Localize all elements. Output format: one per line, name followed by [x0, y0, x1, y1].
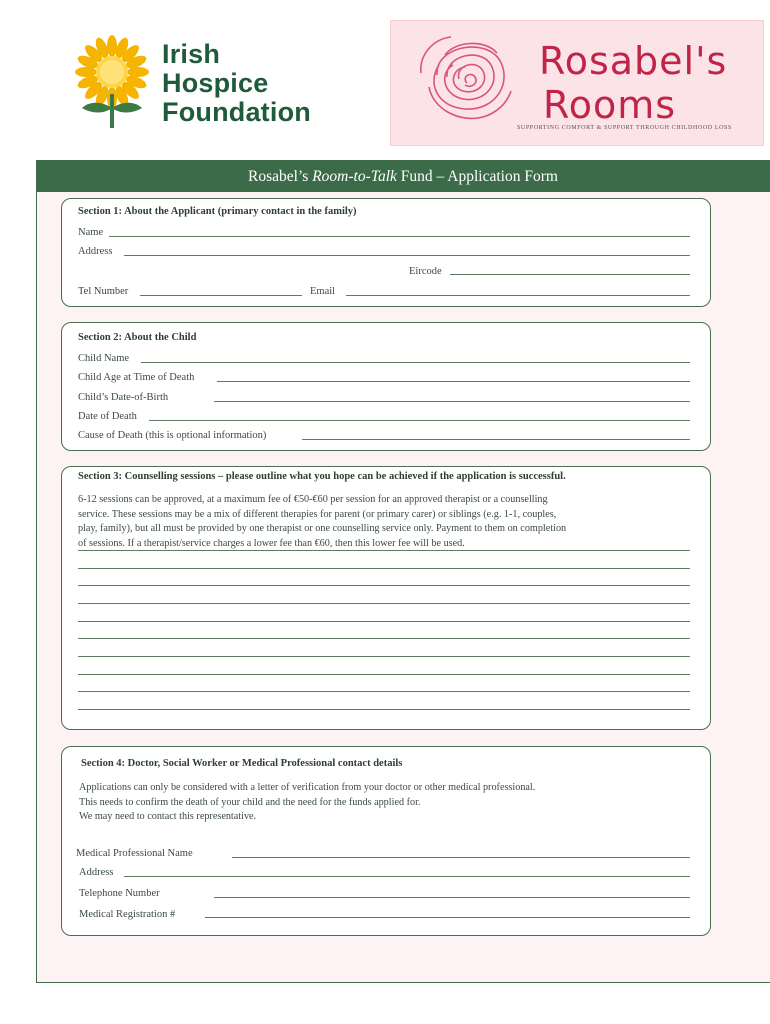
answer-line-2[interactable] [78, 568, 690, 569]
dob-field[interactable] [214, 401, 690, 402]
dod-field[interactable] [149, 420, 690, 421]
answer-line-7[interactable] [78, 656, 690, 657]
name-field[interactable] [109, 236, 690, 237]
name-label: Name [78, 227, 104, 238]
cause-field[interactable] [302, 439, 690, 440]
section-3-line-3: play, family), but all must be provided by one therapist or one counselling service only. Payment to them on completion [78, 523, 567, 535]
ihf-line-2: Hospice [162, 68, 269, 98]
eircode-label: Eircode [409, 266, 442, 277]
med-name-label: Medical Professional Name [76, 848, 193, 859]
rosabel-logo-panel [390, 20, 764, 146]
section-4-line-2: This needs to confirm the death of your child and the need for the funds applied for. [79, 796, 421, 808]
answer-line-1[interactable] [78, 550, 690, 551]
section-4-line-3: We may need to contact this representative. [79, 811, 257, 823]
section-4-description [79, 781, 535, 825]
tel-label: Tel Number [78, 286, 129, 297]
med-address-label: Address [79, 867, 114, 878]
answer-line-3[interactable] [78, 585, 690, 586]
rosabel-strapline: SUPPORTING COMFORT & SUPPORT THROUGH CHILDHOOD LOSS [517, 125, 732, 131]
section-4-medical [61, 746, 711, 936]
answer-line-8[interactable] [78, 674, 690, 675]
tel-field[interactable] [140, 295, 302, 296]
cause-label: Cause of Death (this is optional information) [78, 430, 267, 441]
section-3-line-1: 6-12 sessions can be approved, at a maximum fee of €50-€60 per session for an approved therapist or a counselling [78, 494, 548, 505]
child-name-field[interactable] [141, 362, 690, 363]
section-3-line-4: of sessions. If a therapist/service charges a lower fee than €60, then this lower fee will be used. [78, 537, 465, 549]
child-age-field[interactable] [217, 381, 690, 382]
med-phone-field[interactable] [214, 897, 690, 898]
med-address-field[interactable] [124, 876, 690, 877]
ihf-line-1: Irish [162, 39, 221, 69]
section-3-description [78, 493, 566, 551]
email-label: Email [310, 286, 336, 297]
section-3-title: Section 3: Counselling sessions – please outline what you hope can be achieved if the application is successful. [78, 471, 566, 482]
dob-label: Child’s Date-of-Birth [78, 392, 169, 403]
form-title-suffix: Fund – Application Form [396, 168, 558, 185]
address-label: Address [78, 246, 113, 257]
answer-line-4[interactable] [78, 603, 690, 604]
eircode-field[interactable] [450, 274, 690, 275]
section-4-line-1: Applications can only be considered with a letter of verification from your doctor or other medical professional. [79, 782, 536, 793]
med-reg-label: Medical Registration # [79, 909, 176, 920]
form-title-italic: Room-to-Talk [312, 168, 397, 185]
address-field[interactable] [124, 255, 690, 256]
section-3-line-2: service. These sessions may be a mix of different therapies for parent (or primary carer) or siblings (e.g. 1-1, couples, [78, 508, 557, 520]
ihf-wordmark [162, 40, 311, 127]
section-2-title: Section 2: About the Child [78, 332, 197, 343]
rose-icon [415, 35, 519, 131]
rosabel-line-1: Rosabel's [539, 39, 728, 83]
med-reg-field[interactable] [205, 917, 690, 918]
section-4-title: Section 4: Doctor, Social Worker or Medical Professional contact details [81, 758, 403, 769]
sunflower-logo-icon [74, 34, 160, 130]
answer-line-9[interactable] [78, 691, 690, 692]
med-phone-label: Telephone Number [79, 888, 160, 899]
rosabel-wordmark [539, 39, 727, 127]
answer-line-6[interactable] [78, 638, 690, 639]
form-title-prefix: Rosabel’s [248, 168, 313, 185]
dod-label: Date of Death [78, 411, 137, 422]
ihf-line-3: Foundation [162, 97, 311, 127]
rosabel-line-2: Rooms [543, 83, 677, 127]
answer-line-10[interactable] [78, 709, 690, 710]
med-name-field[interactable] [232, 857, 690, 858]
email-field[interactable] [346, 295, 690, 296]
child-age-label: Child Age at Time of Death [78, 372, 195, 383]
child-name-label: Child Name [78, 353, 130, 364]
answer-line-5[interactable] [78, 621, 690, 622]
form-title-bar [36, 160, 770, 192]
section-1-title: Section 1: About the Applicant (primary contact in the family) [78, 206, 357, 217]
